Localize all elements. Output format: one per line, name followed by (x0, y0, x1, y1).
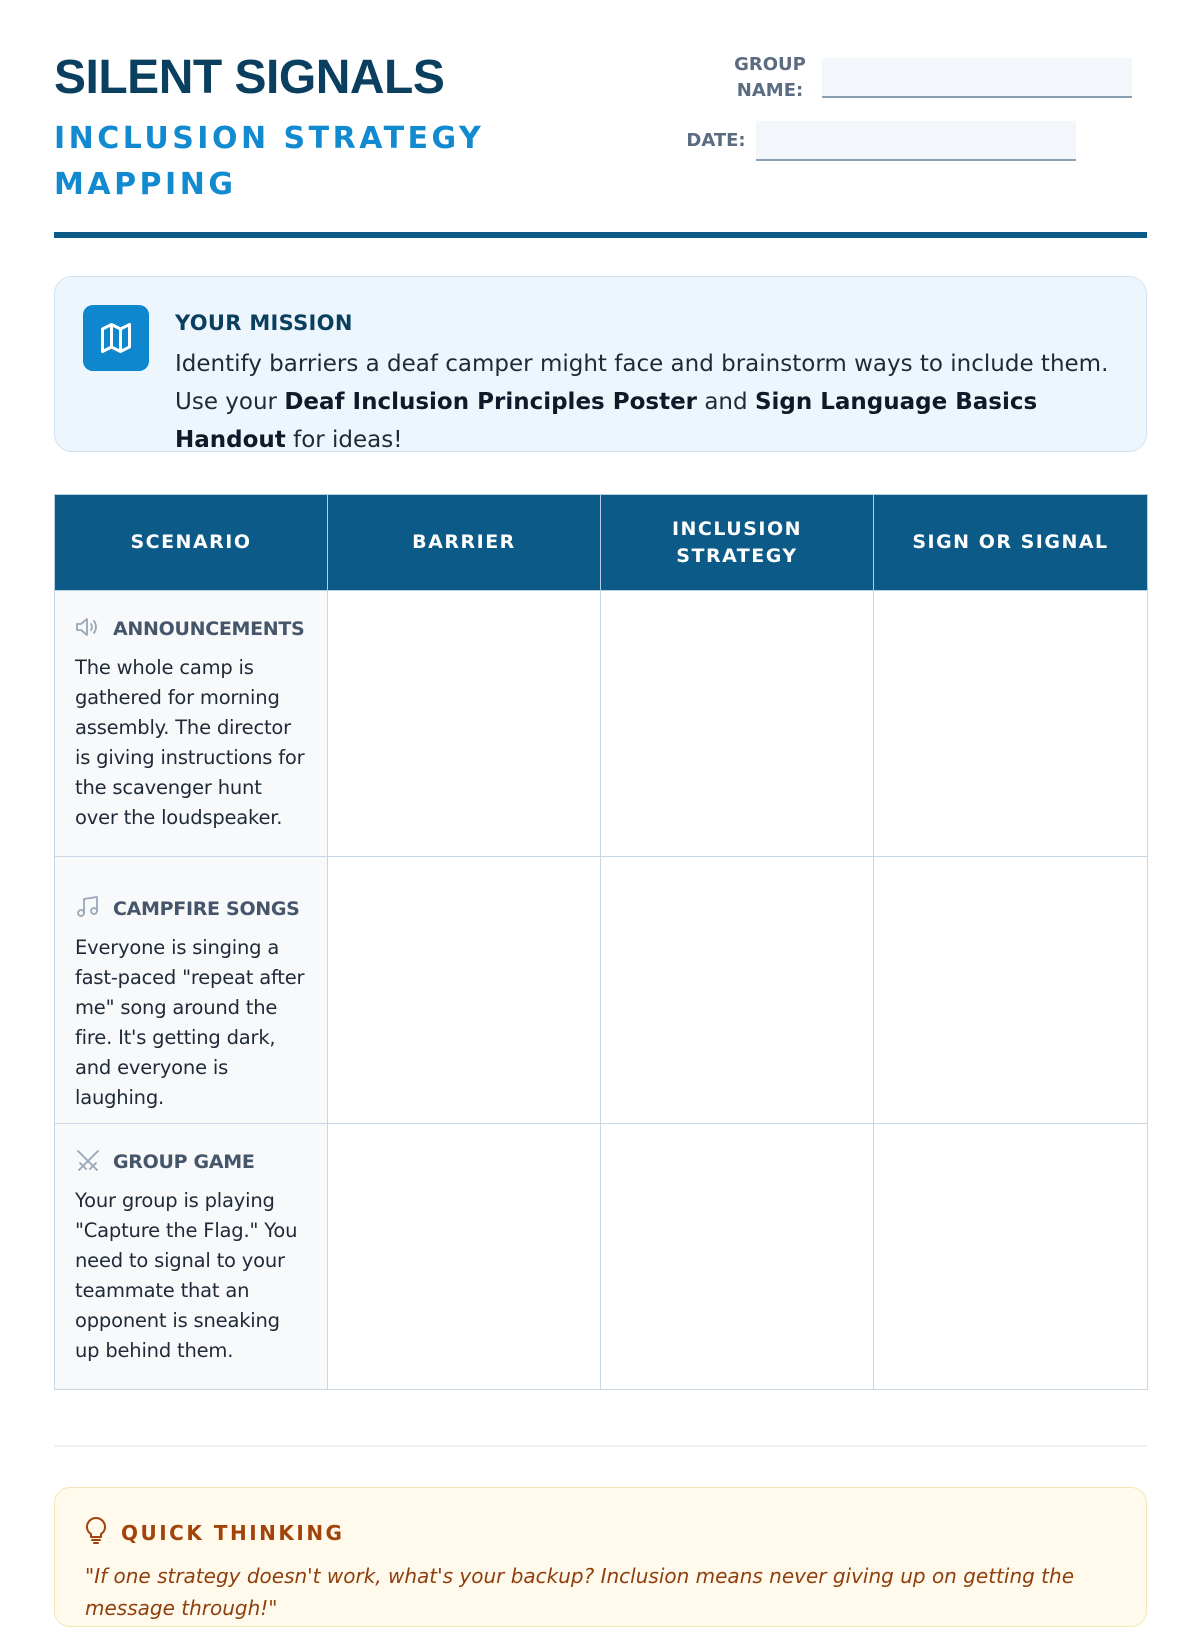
barrier-cell[interactable] (328, 857, 601, 1124)
barrier-cell[interactable] (328, 591, 601, 857)
sign-or-signal-cell[interactable] (874, 591, 1148, 857)
section-divider (54, 1445, 1147, 1447)
table-row (55, 1124, 1148, 1390)
scenario-title: GROUP GAME (113, 1151, 255, 1173)
column-header-barrier: BARRIER (328, 495, 601, 591)
mission-box (54, 276, 1147, 452)
inclusion-strategy-cell[interactable] (601, 1124, 874, 1390)
worksheet-title: SILENT SIGNALS (54, 51, 445, 104)
inclusion-strategy-cell[interactable] (601, 591, 874, 857)
mission-text-part: for ideas! (285, 427, 403, 453)
map-icon (83, 305, 149, 371)
tip-heading (85, 1518, 344, 1548)
lightbulb-icon (85, 1518, 107, 1548)
scenario-title: CAMPFIRE SONGS (113, 898, 300, 920)
quick-thinking-box (54, 1487, 1147, 1627)
mission-text-part: Identify barriers a deaf camper might face and brainstorm ways to include them. Use your (175, 351, 1109, 415)
music-note-icon (75, 895, 101, 923)
scenario-description: The whole camp is gathered for morning assembly. The director is giving instructions for the scavenger hunt over the loudspeaker. (75, 656, 305, 829)
tip-title: QUICK THINKING (121, 1521, 345, 1545)
crossed-swords-icon (75, 1148, 101, 1176)
scenario-cell (55, 1124, 328, 1390)
group-name-label (720, 52, 820, 104)
scenario-heading (75, 895, 307, 923)
date-row (686, 121, 1076, 161)
scenario-description: Everyone is singing a fast-paced "repeat after me" song around the fire. It's getting dark, and everyone is laughing. (75, 936, 305, 1109)
worksheet-subtitle: INCLUSION STRATEGY MAPPING (54, 121, 485, 202)
mission-text-part: and (697, 389, 755, 415)
strategy-table (54, 494, 1148, 1390)
barrier-cell[interactable] (328, 1124, 601, 1390)
mission-text (175, 345, 1125, 459)
date-label: DATE: (686, 130, 746, 151)
date-field[interactable] (756, 121, 1076, 161)
scenario-heading (75, 615, 307, 643)
table-row (55, 591, 1148, 857)
poster-reference: Deaf Inclusion Principles Poster (284, 389, 698, 415)
table-row (55, 857, 1148, 1124)
scenario-heading (75, 1148, 307, 1176)
scenario-cell (55, 857, 328, 1124)
column-header-inclusion-strategy: INCLUSION STRATEGY (601, 495, 874, 591)
mission-title: YOUR MISSION (175, 311, 353, 335)
scenario-title: ANNOUNCEMENTS (113, 618, 305, 640)
group-name-label-line1: GROUP (734, 54, 806, 75)
scenario-cell (55, 591, 328, 857)
group-name-row (720, 52, 1132, 104)
column-header-sign-or-signal: SIGN OR SIGNAL (874, 495, 1148, 591)
speaker-icon (75, 616, 101, 642)
column-header-scenario: SCENARIO (55, 495, 328, 591)
sign-or-signal-cell[interactable] (874, 857, 1148, 1124)
tip-quote: "If one strategy doesn't work, what's your backup? Inclusion means never giving up on getting the message through!" (85, 1564, 1075, 1620)
group-name-label-line2: NAME: (736, 80, 804, 101)
group-name-field[interactable] (822, 58, 1132, 98)
inclusion-strategy-cell[interactable] (601, 857, 874, 1124)
scenario-description: Your group is playing "Capture the Flag." You need to signal to your teammate that an opponent is sneaking up behind them. (75, 1189, 298, 1362)
sign-or-signal-cell[interactable] (874, 1124, 1148, 1390)
handout-reference: Sign Language Basics Handout (175, 389, 1038, 453)
table-header-row (55, 495, 1148, 591)
